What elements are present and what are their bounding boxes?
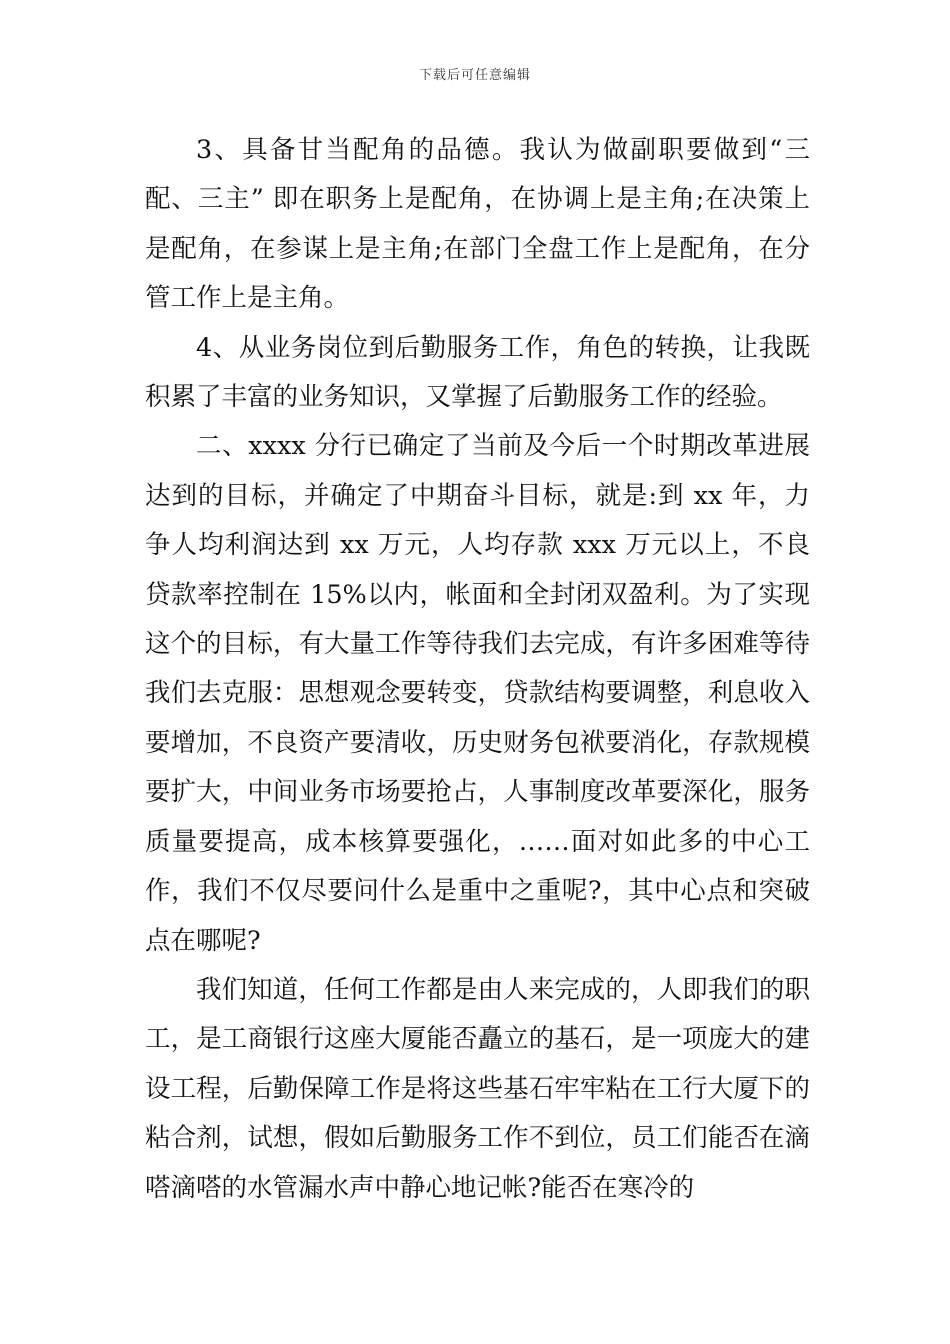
paragraph-4: 我们知道，任何工作都是由人来完成的，人即我们的职工，是工商银行这座大厦能否矗立的基石，是一项庞大的建设工程，后勤保障工作是将这些基石牢牢粘在工行大厦下的粘合剂，试想，假如后勤服务工作不到位，员工们能否在滴嗒滴嗒的水管漏水声中静心地记帐?能否在寒冷的 [145,974,810,1203]
paragraph-2: 4、从业务岗位到后勤服务工作，角色的转换，让我既积累了丰富的业务知识，又掌握了后勤服务工作的经验。 [145,332,810,413]
paragraph-1: 3、具备甘当配角的品德。我认为做副职要做到“三配、三主” 即在职务上是配角，在协调上是主角;在决策上是配角，在参谋上是主角;在部门全盘工作上是配角，在分管工作上是主角。 [145,135,810,314]
document-body [145,126,810,1213]
paragraph-3: 二、xxxx 分行已确定了当前及今后一个时期改革进展达到的目标，并确定了中期奋斗目标，就是:到 xx 年，力争人均利润达到 xx 万元，人均存款 xxx 万元以上，不良贷款率控制在 15%以内，帐面和全封闭双盈利。为了实现这个的目标，有大量工作等待我们去完成，有许多困难等待我们去克服：思想观念要转变，贷款结构要调整，利息收入要增加，不良资产要清收，历史财务包袱要消化，存款规模要扩大，中间业务市场要抢占，人事制度改革要深化，服务质量要提高，成本核算要强化，……面对如此多的中心工作，我们不仅尽要问什么是重中之重呢?，其中心点和突破点在哪呢? [145,431,810,956]
page-header: 下载后可任意编辑 [418,68,531,83]
